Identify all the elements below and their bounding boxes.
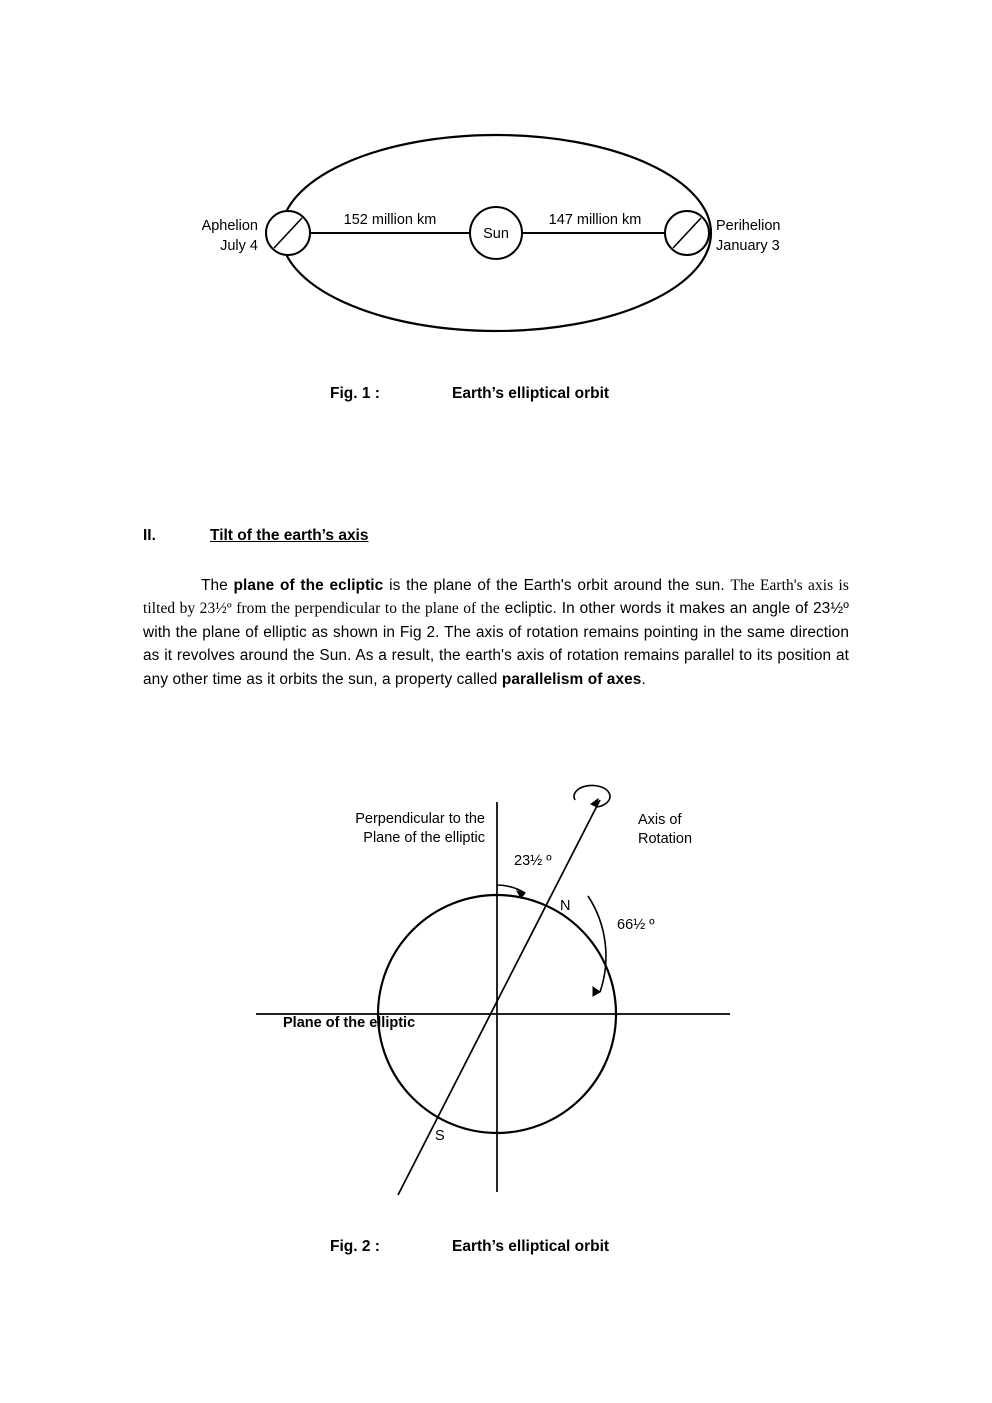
section-number: II. bbox=[143, 527, 156, 544]
aphelion-label-line2: July 4 bbox=[220, 238, 258, 254]
aphelion-label-line1: Aphelion bbox=[201, 218, 258, 234]
figure-2-caption-label: Fig. 2 : bbox=[330, 1238, 380, 1255]
perihelion-label-line2: January 3 bbox=[716, 238, 780, 254]
distance-right-label: 147 million km bbox=[548, 212, 642, 228]
paragraph-term-ecliptic: plane of the ecliptic bbox=[233, 577, 384, 594]
figure-2-caption-text: Earth’s elliptical orbit bbox=[452, 1238, 610, 1255]
plane-of-elliptic-label: Plane of the elliptic bbox=[283, 1015, 416, 1031]
axis-of-rotation-label-line1: Axis of bbox=[638, 812, 682, 828]
section-heading bbox=[143, 527, 369, 545]
section-title: Tilt of the earth’s axis bbox=[210, 527, 369, 544]
figure-1-caption-label: Fig. 1 : bbox=[330, 385, 380, 402]
body-paragraph bbox=[143, 574, 849, 691]
figure-2-tilt-of-earth-axis bbox=[0, 780, 992, 1220]
paragraph-text-e: ecliptic. In other words it makes an angle of 23½º with the plane of elliptic as shown in Fig 2. The axis of rotation remains pointing in the same direction as it revolves around the Sun. As a result, the earth's axis of rotation remains parallel to its position at any other time as it orbits the sun, a property called bbox=[143, 600, 849, 688]
paragraph-text-a: The bbox=[201, 577, 234, 594]
perpendicular-label-line1: Perpendicular to the bbox=[355, 811, 485, 827]
complement-angle-arc bbox=[588, 896, 606, 992]
south-pole-label: S bbox=[435, 1128, 445, 1144]
perpendicular-label-line2: Plane of the elliptic bbox=[363, 830, 485, 846]
figure-1-caption bbox=[0, 385, 992, 403]
tilt-angle-label: 23½ º bbox=[514, 853, 552, 869]
paragraph-text-d: The Earth's axis is tilted by 23½º from the perpendicular to the plane of the bbox=[143, 577, 849, 618]
paragraph-text-c: is the plane of the Earth's orbit around the sun. bbox=[383, 577, 731, 594]
distance-left-label: 152 million km bbox=[343, 212, 437, 228]
sun-label: Sun bbox=[483, 226, 509, 242]
complement-angle-label: 66½ º bbox=[617, 917, 655, 933]
paragraph-text-g: . bbox=[641, 670, 646, 688]
axis-of-rotation-line bbox=[398, 800, 600, 1195]
paragraph-term-parallelism: parallelism of axes bbox=[501, 670, 642, 688]
figure-2-caption bbox=[0, 1238, 992, 1256]
rotation-spin-arrowhead bbox=[591, 799, 598, 807]
axis-of-rotation-label-line2: Rotation bbox=[638, 831, 693, 847]
figure-1-svg bbox=[0, 100, 992, 370]
perihelion-label-line1: Perihelion bbox=[716, 218, 781, 234]
north-pole-label: N bbox=[560, 898, 571, 914]
figure-1-caption-text: Earth’s elliptical orbit bbox=[452, 385, 610, 402]
figure-1-earth-elliptical-orbit bbox=[0, 100, 992, 370]
complement-angle-arrowhead bbox=[593, 987, 600, 996]
figure-2-svg bbox=[0, 780, 992, 1220]
